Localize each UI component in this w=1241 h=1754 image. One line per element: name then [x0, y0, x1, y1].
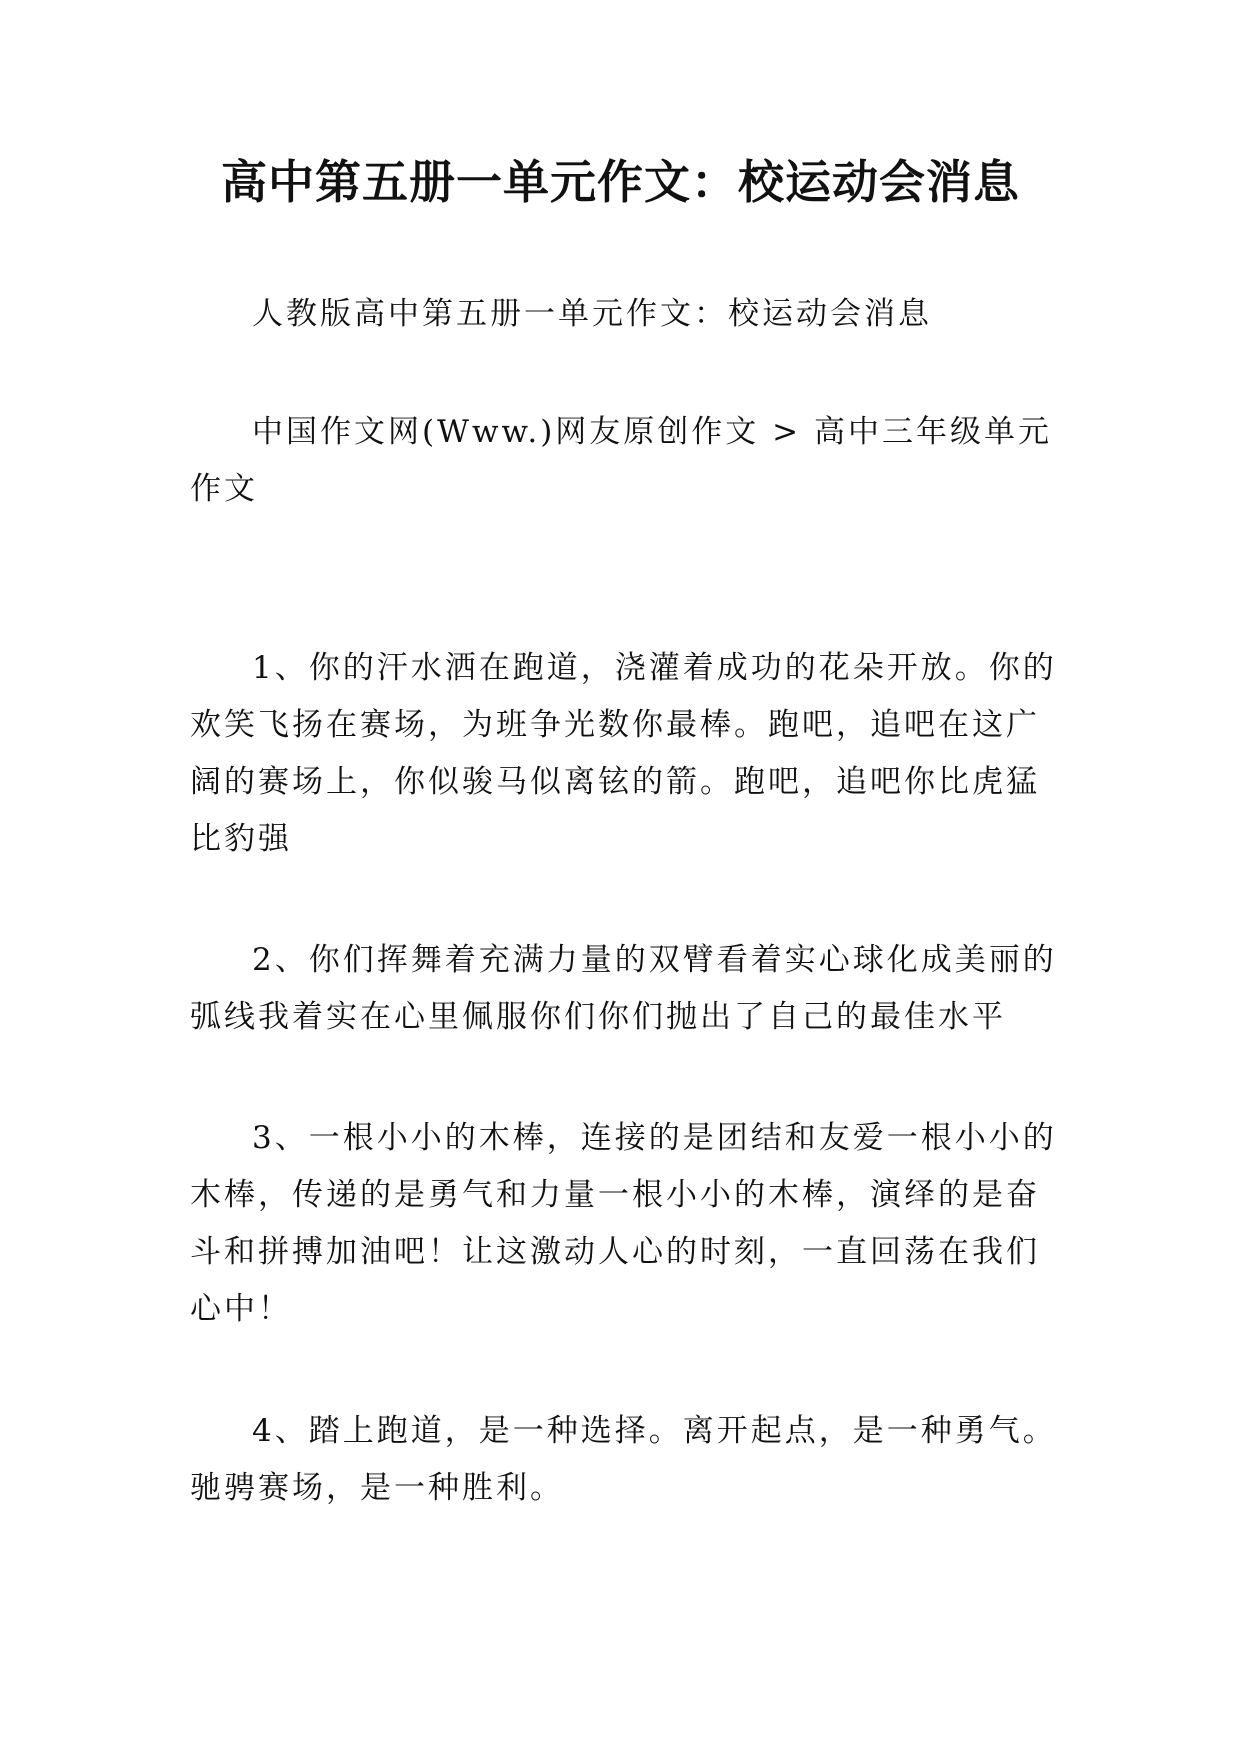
body-paragraph-3: 3、一根小小的木棒，连接的是团结和友爱一根小小的木棒，传递的是勇气和力量一根小小的木棒，演绎的是奋斗和拼搏加油吧！让这激动人心的时刻，一直回荡在我们心中！ — [190, 1120, 1057, 1327]
document-subtitle: 人教版高中第五册一单元作文：校运动会消息 — [252, 296, 932, 332]
body-paragraph-4: 4、踏上跑道，是一种选择。离开起点，是一种勇气。驰骋赛场，是一种胜利。 — [190, 1413, 1057, 1506]
body-paragraph-2: 2、你们挥舞着充满力量的双臂看着实心球化成美丽的弧线我着实在心里佩服你们你们抛出了自己的最佳水平 — [190, 942, 1057, 1035]
source-line: 中国作文网(Www.)网友原创作文 > 高中三年级单元作文 — [190, 414, 1052, 507]
document-title: 高中第五册一单元作文：校运动会消息 — [221, 155, 1020, 209]
body-paragraph-1: 1、你的汗水洒在跑道，浇灌着成功的花朵开放。你的欢笑飞扬在赛场，为班争光数你最棒。跑吧，追吧在这广阔的赛场上，你似骏马似离铉的箭。跑吧，追吧你比虎猛比豹强 — [190, 650, 1057, 857]
